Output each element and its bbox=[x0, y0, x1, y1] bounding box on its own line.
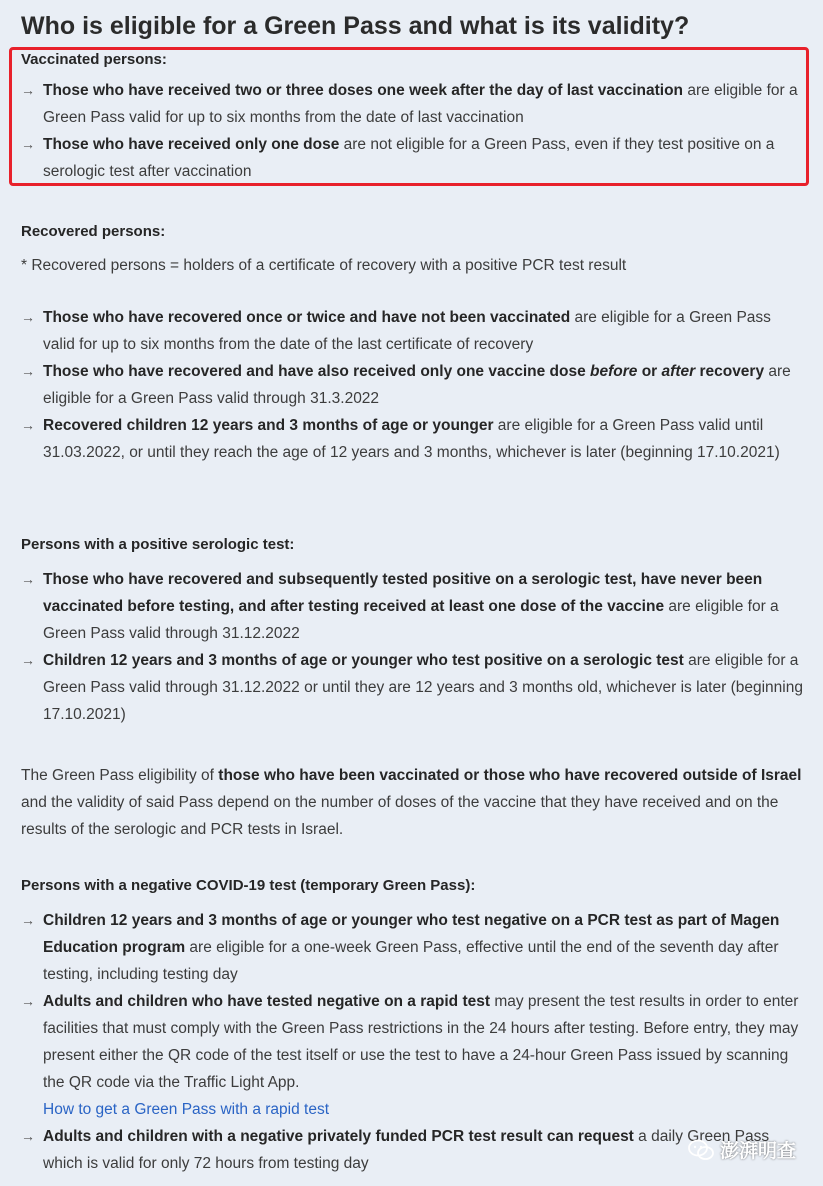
arrow-icon: → bbox=[21, 652, 35, 668]
list-item: → Adults and children with a negative privately funded PCR test result can request a daily Green Pass which is valid for only 72 hours from testing day bbox=[21, 1123, 806, 1177]
arrow-icon: → bbox=[21, 993, 35, 1009]
arrow-icon: → bbox=[21, 912, 35, 928]
vaccinated-list bbox=[21, 77, 806, 185]
list-item: → Those who have recovered and have also received only one vaccine dose before or after recovery are eligible for a Green Pass valid through 31.3.2022 bbox=[21, 358, 806, 412]
arrow-icon: → bbox=[21, 417, 35, 433]
arrow-icon: → bbox=[21, 363, 35, 379]
serologic-section bbox=[21, 533, 806, 728]
page-title: Who is eligible for a Green Pass and what is its validity? bbox=[21, 12, 690, 40]
rapid-test-link[interactable]: How to get a Green Pass with a rapid test bbox=[43, 1101, 330, 1118]
recovered-heading: Recovered persons: bbox=[21, 223, 166, 240]
vaccinated-heading: Vaccinated persons: bbox=[21, 51, 167, 68]
recovered-list bbox=[21, 304, 806, 466]
list-item: → Those who have recovered once or twice and have not been vaccinated are eligible for a Green Pass valid for up to six months from the date of the last certificate of recovery bbox=[21, 304, 806, 358]
serologic-list bbox=[21, 566, 806, 728]
arrow-icon: → bbox=[21, 82, 35, 98]
watermark bbox=[688, 1136, 796, 1163]
list-item: → Those who have received two or three doses one week after the day of last vaccination are eligible for a Green Pass valid for up to six months from the date of last vaccination bbox=[21, 77, 806, 131]
arrow-icon: → bbox=[21, 571, 35, 587]
abroad-section bbox=[21, 762, 806, 843]
arrow-icon: → bbox=[21, 136, 35, 152]
watermark-text: 澎湃明查 bbox=[720, 1141, 797, 1162]
list-item: → Children 12 years and 3 months of age or younger who test positive on a serologic test are eligible for a Green Pass valid through 31.12.2022 or until they are 12 years and 3 months old, whichever is later (beginning 17.10.2021) bbox=[21, 647, 806, 728]
list-item: → Those who have recovered and subsequently tested positive on a serologic test, have never been vaccinated before testing, and after testing received at least one dose of the vaccine are eligible for a Green Pass valid through 31.12.2022 bbox=[21, 566, 806, 647]
vaccinated-section bbox=[21, 48, 806, 185]
recovered-section bbox=[21, 220, 806, 466]
negative-heading: Persons with a negative COVID-19 test (temporary Green Pass): bbox=[21, 877, 476, 894]
list-item: → Those who have received only one dose are not eligible for a Green Pass, even if they test positive on a serologic test after vaccination bbox=[21, 131, 806, 185]
recovered-note: * Recovered persons = holders of a certificate of recovery with a positive PCR test result bbox=[21, 257, 627, 274]
list-item: → Recovered children 12 years and 3 months of age or younger are eligible for a Green Pass valid until 31.03.2022, or until they reach the age of 12 years and 3 months, whichever is later (beginning 17.10.2021) bbox=[21, 412, 806, 466]
abroad-paragraph: The Green Pass eligibility of those who have been vaccinated or those who have recovered outside of Israel and the validity of said Pass depend on the number of doses of the vaccine that they have received and on the results of the serologic and PCR tests in Israel. bbox=[21, 767, 802, 838]
list-item: → Children 12 years and 3 months of age or younger who test negative on a PCR test as part of Magen Education program are eligible for a one-week Green Pass, effective until the end of the seventh day after testing, including testing day bbox=[21, 907, 806, 988]
list-item: → Adults and children who have tested negative on a rapid test may present the test results in order to enter facilities that must comply with the Green Pass restrictions in the 24 hours after testing. Before entry, they may present either the QR code of the test itself or use the test to have a 24-hour Green Pass issued by scanning the QR code via the Traffic Light App. How to get a Green Pass with a rapid test bbox=[21, 988, 806, 1123]
serologic-heading: Persons with a positive serologic test: bbox=[21, 536, 295, 553]
arrow-icon: → bbox=[21, 309, 35, 325]
negative-section bbox=[21, 874, 806, 1177]
arrow-icon: → bbox=[21, 1128, 35, 1144]
wechat-icon bbox=[688, 1139, 714, 1161]
